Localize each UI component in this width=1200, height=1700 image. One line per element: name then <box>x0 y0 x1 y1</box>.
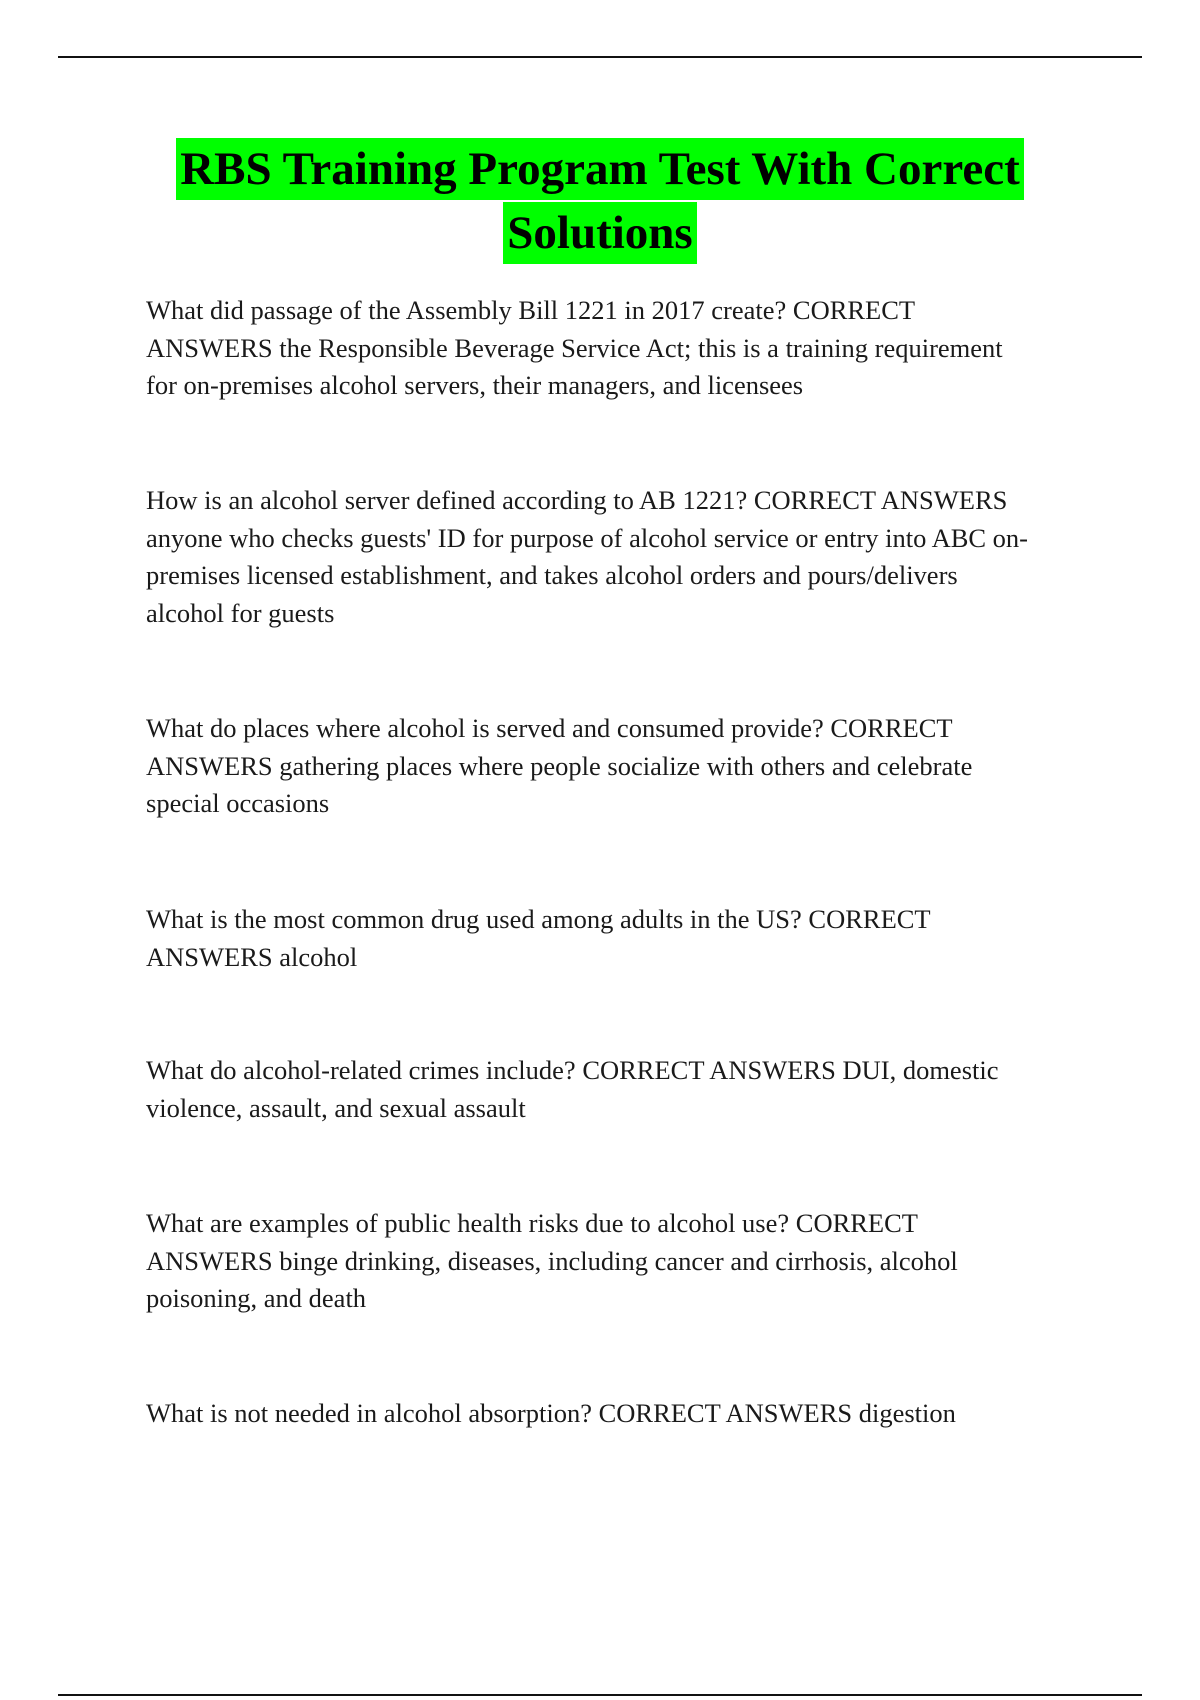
qa-line: special occasions <box>146 788 330 818</box>
qa-line: alcohol for guests <box>146 597 335 628</box>
qa-line: What are examples of public health risks due to alcohol use? CORRECT <box>146 1208 918 1238</box>
title-line-2: Solutions <box>503 202 696 264</box>
qa-entry-2 <box>146 482 1106 632</box>
bottom-rule <box>58 1694 1142 1696</box>
document-title <box>58 138 1142 264</box>
top-rule <box>58 56 1142 58</box>
qa-line: How is an alcohol server defined according to AB 1221? CORRECT ANSWERS <box>146 485 1008 515</box>
qa-line: violence, assault, and sexual assault <box>146 1092 526 1123</box>
qa-line: What is the most common drug used among adults in the US? CORRECT <box>146 904 931 934</box>
qa-line: ANSWERS binge drinking, diseases, including cancer and cirrhosis, alcohol <box>146 1245 958 1276</box>
qa-line: ANSWERS gathering places where people socialize with others and celebrate <box>146 750 973 781</box>
qa-entry-5 <box>146 1052 1106 1127</box>
qa-entry-1 <box>146 292 1106 405</box>
qa-entry-7 <box>146 1395 1106 1433</box>
qa-line: What did passage of the Assembly Bill 1221 in 2017 create? CORRECT <box>146 295 916 325</box>
qa-line: poisoning, and death <box>146 1283 367 1313</box>
title-line-1: RBS Training Program Test With Correct <box>176 138 1024 200</box>
qa-line: What is not needed in alcohol absorption? CORRECT ANSWERS digestion <box>146 1398 956 1428</box>
qa-entry-3 <box>146 710 1106 823</box>
qa-line: What do alcohol-related crimes include? CORRECT ANSWERS DUI, domestic <box>146 1055 999 1085</box>
qa-line: ANSWERS the Responsible Beverage Service Act; this is a training requirement <box>146 332 1003 363</box>
qa-entry-6 <box>146 1205 1106 1318</box>
qa-line: ANSWERS alcohol <box>146 941 358 972</box>
qa-line: What do places where alcohol is served and consumed provide? CORRECT <box>146 713 953 743</box>
qa-entry-4 <box>146 901 1106 976</box>
qa-line: anyone who checks guests' ID for purpose of alcohol service or entry into ABC on- <box>146 522 1029 553</box>
qa-line: for on-premises alcohol servers, their managers, and licensees <box>146 370 804 400</box>
qa-line: premises licensed establishment, and takes alcohol orders and pours/delivers <box>146 560 958 590</box>
